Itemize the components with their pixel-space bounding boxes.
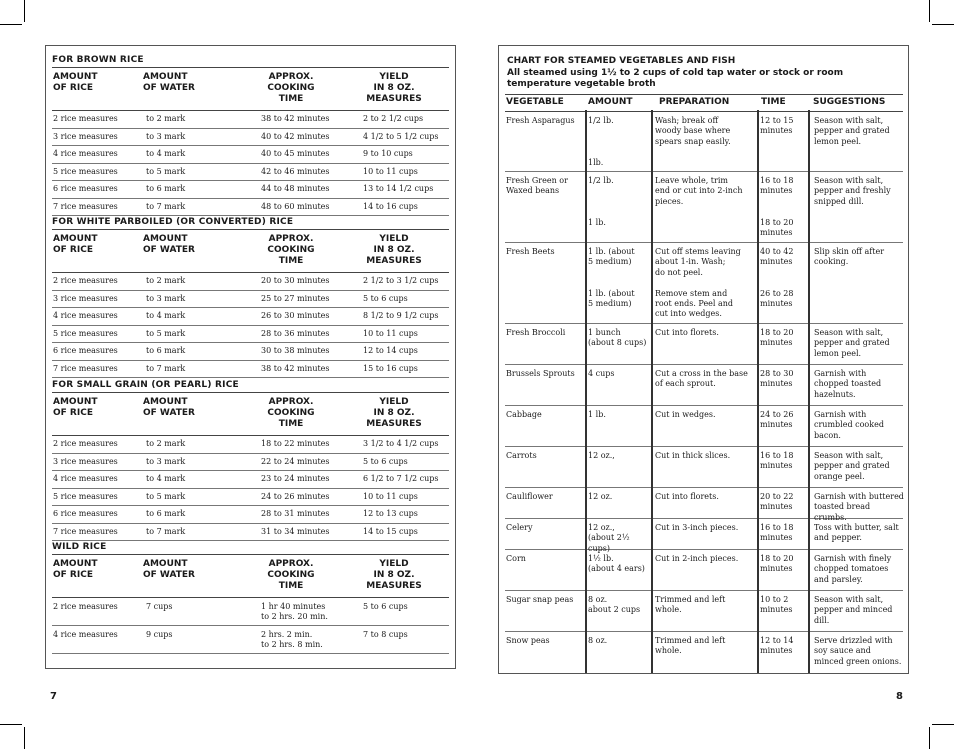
table-cell: 7 rice measures: [53, 363, 118, 373]
table-row: [52, 111, 449, 129]
section-title: FOR BROWN RICE: [52, 55, 144, 65]
table-cell: to 4 mark: [146, 149, 186, 158]
table-cell: 31 to 34 minutes: [261, 526, 330, 536]
section-title: FOR SMALL GRAIN (OR PEARL) RICE: [52, 380, 239, 390]
table-row: [52, 273, 449, 291]
table-cell: Toss with butter, salt and pepper.: [814, 523, 899, 543]
table-cell: 18 to 20 minutes: [760, 554, 794, 574]
table-cell: 38 to 42 minutes: [261, 363, 330, 373]
table-cell: 25 to 27 minutes: [261, 293, 330, 303]
table-cell: Celery: [506, 523, 533, 532]
column-header: APPROX. COOKING TIME: [267, 72, 315, 104]
column-header: AMOUNT: [588, 97, 633, 107]
table-cell: Snow peas: [506, 636, 550, 645]
table-cell: to 3 mark: [146, 131, 186, 141]
table-cell: 26 to 30 minutes: [261, 311, 330, 320]
table-cell: to 6 mark: [146, 184, 186, 193]
table-cell: Cauliflower: [506, 492, 553, 501]
table-cell: 23 to 24 minutes: [261, 474, 330, 483]
table-cell: Season with salt, pepper and freshly snipped dill.: [814, 176, 891, 206]
table-row: [52, 598, 449, 626]
table-cell: Garnish with crumbled cooked bacon.: [814, 410, 884, 440]
table-cell: 14 to 15 cups: [363, 526, 418, 536]
table-cell: 5 rice measures: [53, 491, 118, 501]
table-row: [505, 324, 903, 365]
table-cell: 1 bunch (about 8 cups): [588, 328, 647, 348]
table-cell: 9 cups: [146, 630, 173, 639]
table-cell: to 6 mark: [146, 346, 186, 355]
table-cell: to 5 mark: [146, 328, 186, 338]
table-cell: 14 to 16 cups: [363, 201, 418, 211]
table-cell: Wash; break off woody base where spears snap easily.: [655, 116, 731, 146]
table-cell: 2 to 2 1/2 cups: [363, 114, 424, 123]
table-cell: 4 cups: [588, 369, 615, 378]
section-title: WILD RICE: [52, 542, 107, 552]
table-row: [52, 343, 449, 361]
table-cell: 12 oz., (about 2½ cups): [588, 523, 630, 553]
table-cell: 48 to 60 minutes: [261, 201, 330, 211]
table-cell: 22 to 24 minutes: [261, 456, 330, 466]
table-cell: Serve drizzled with soy sauce and minced green onions.: [814, 636, 902, 666]
column-header: AMOUNT OF RICE: [53, 397, 98, 418]
column-header: YIELD IN 8 OZ. MEASURES: [366, 234, 422, 266]
rice-section: [52, 216, 449, 378]
table-cell: to 6 mark: [146, 509, 186, 518]
column-divider: [808, 110, 810, 673]
table-cell: to 3 mark: [146, 293, 186, 303]
column-header: AMOUNT OF WATER: [143, 397, 195, 418]
table-cell: Sugar snap peas: [506, 595, 574, 604]
rice-section: [52, 379, 449, 541]
table-cell: 6 rice measures: [53, 346, 118, 355]
table-cell: Brussels Sprouts: [506, 369, 575, 378]
table-cell: 16 to 18 minutes 18 to 20 minutes: [760, 176, 794, 238]
table-cell: 12 to 14 cups: [363, 346, 418, 355]
table-cell: Cut in 2-inch pieces.: [655, 554, 739, 563]
table-cell: 8 1/2 to 9 1/2 cups: [363, 311, 439, 320]
table-cell: 2 rice measures: [53, 439, 118, 448]
column-header: PREPARATION: [659, 97, 730, 107]
table-cell: 16 to 18 minutes: [760, 451, 794, 471]
table-row: [505, 112, 903, 172]
table-cell: 1/2 lb. 1 lb.: [588, 176, 614, 227]
table-cell: to 5 mark: [146, 491, 186, 501]
table-header: [52, 229, 449, 273]
table-row: [52, 129, 449, 147]
table-cell: 2 hrs. 2 min. to 2 hrs. 8 min.: [261, 630, 323, 649]
table-cell: Season with salt, pepper and grated lemon peel.: [814, 328, 890, 358]
table-cell: Slip skin off after cooking.: [814, 247, 885, 267]
column-header: APPROX. COOKING TIME: [267, 397, 315, 429]
page-number-left: 7: [50, 691, 57, 702]
column-header: SUGGESTIONS: [813, 97, 886, 107]
chart-title: [507, 56, 902, 91]
table-cell: Fresh Green or Waxed beans: [506, 176, 568, 196]
column-header: APPROX. COOKING TIME: [267, 559, 315, 591]
table-cell: Fresh Asparagus: [506, 116, 575, 125]
table-cell: 4 rice measures: [53, 630, 118, 639]
table-cell: 40 to 45 minutes: [261, 149, 330, 158]
rice-chart-page: [45, 45, 456, 669]
column-header: VEGETABLE: [506, 97, 564, 107]
table-cell: 9 to 10 cups: [363, 149, 413, 158]
column-header: AMOUNT OF WATER: [143, 72, 195, 93]
table-cell: 18 to 20 minutes: [760, 328, 794, 348]
vegetable-chart-page: [498, 45, 909, 674]
table-cell: 3 rice measures: [53, 131, 118, 141]
table-cell: 6 rice measures: [53, 509, 118, 518]
table-cell: to 2 mark: [146, 114, 186, 123]
table-cell: to 4 mark: [146, 311, 186, 320]
column-header: YIELD IN 8 OZ. MEASURES: [366, 72, 422, 104]
table-cell: to 7 mark: [146, 526, 186, 536]
crop-mark: [24, 727, 25, 749]
table-cell: 20 to 22 minutes: [760, 492, 794, 512]
table-cell: Garnish with finely chopped tomatoes and parsley.: [814, 554, 892, 584]
table-cell: 5 to 6 cups: [363, 456, 408, 466]
table-cell: 1/2 lb. 1lb.: [588, 116, 614, 167]
page-number-right: 8: [896, 691, 903, 702]
table-cell: 6 1/2 to 7 1/2 cups: [363, 474, 439, 483]
table-cell: 7 to 8 cups: [363, 630, 408, 639]
column-header: APPROX. COOKING TIME: [267, 234, 315, 266]
table-row: [52, 626, 449, 654]
table-row: [52, 326, 449, 344]
table-cell: Season with salt, pepper and grated lemon peel.: [814, 116, 890, 146]
table-header: [52, 392, 449, 436]
table-row: [505, 406, 903, 447]
table-cell: Cut into florets.: [655, 328, 719, 337]
table-cell: 12 oz.,: [588, 451, 615, 460]
crop-mark: [932, 24, 954, 25]
table-row: [52, 181, 449, 199]
table-cell: Cabbage: [506, 410, 542, 419]
column-header: TIME: [761, 97, 786, 107]
table-cell: 12 to 14 minutes: [760, 636, 794, 656]
table-cell: 8 oz.: [588, 636, 608, 645]
table-row: [52, 436, 449, 454]
table-cell: 4 1/2 to 5 1/2 cups: [363, 131, 439, 141]
table-cell: 1½ lb. (about 4 ears): [588, 554, 645, 574]
table-cell: to 7 mark: [146, 363, 186, 373]
table-cell: 8 oz. about 2 cups: [588, 595, 641, 615]
table-cell: 5 rice measures: [53, 166, 118, 176]
table-cell: 5 to 6 cups: [363, 293, 408, 303]
column-header: AMOUNT OF RICE: [53, 559, 98, 580]
column-divider: [585, 110, 587, 673]
crop-mark: [24, 0, 25, 22]
table-row: [52, 361, 449, 379]
table-cell: 16 to 18 minutes: [760, 523, 794, 543]
table-cell: 30 to 38 minutes: [261, 346, 330, 355]
table-cell: 12 to 15 minutes: [760, 116, 794, 136]
table-cell: Trimmed and left whole.: [655, 595, 726, 615]
table-cell: 4 rice measures: [53, 474, 118, 483]
table-cell: 20 to 30 minutes: [261, 276, 330, 285]
table-row: [52, 471, 449, 489]
table-cell: 13 to 14 1/2 cups: [363, 184, 434, 193]
section-title: FOR WHITE PARBOILED (OR CONVERTED) RICE: [52, 217, 294, 227]
table-cell: 3 1/2 to 4 1/2 cups: [363, 439, 439, 448]
rice-section: [52, 541, 449, 654]
table-row: [505, 447, 903, 488]
table-cell: 4 rice measures: [53, 311, 118, 320]
table-cell: Season with salt, pepper and grated orange peel.: [814, 451, 890, 481]
table-cell: Garnish with chopped toasted hazelnuts.: [814, 369, 882, 399]
column-header: AMOUNT OF RICE: [53, 234, 98, 255]
table-cell: 7 rice measures: [53, 201, 118, 211]
table-row: [505, 172, 903, 243]
column-divider: [651, 110, 653, 673]
table-cell: 40 to 42 minutes 26 to 28 minutes: [760, 247, 794, 309]
table-cell: 2 rice measures: [53, 276, 118, 285]
crop-mark: [929, 727, 930, 749]
table-row: [52, 489, 449, 507]
crop-mark: [0, 724, 22, 725]
chart-subtitle: All steamed using 1½ to 2 cups of cold tap water or stock or room temperature vegetable broth: [507, 67, 844, 89]
table-cell: 28 to 30 minutes: [760, 369, 794, 389]
table-cell: 42 to 46 minutes: [261, 166, 330, 176]
table-cell: 2 rice measures: [53, 114, 118, 123]
table-cell: to 5 mark: [146, 166, 186, 176]
crop-mark: [932, 724, 954, 725]
table-cell: Corn: [506, 554, 526, 563]
table-cell: 12 to 13 cups: [363, 509, 418, 518]
table-row: [52, 146, 449, 164]
table-cell: 5 rice measures: [53, 328, 118, 338]
table-cell: 40 to 42 minutes: [261, 131, 330, 141]
table-cell: 1 lb. (about 5 medium) 1 lb. (about 5 medium): [588, 247, 635, 309]
chart-title-text: CHART FOR STEAMED VEGETABLES AND FISH: [507, 56, 736, 66]
table-cell: 2 rice measures: [53, 602, 118, 611]
table-row: [52, 199, 449, 217]
table-cell: 12 oz.: [588, 492, 613, 501]
table-cell: to 2 mark: [146, 276, 186, 285]
table-row: [505, 243, 903, 324]
table-cell: to 3 mark: [146, 456, 186, 466]
table-cell: 6 rice measures: [53, 184, 118, 193]
table-cell: 28 to 36 minutes: [261, 328, 330, 338]
table-cell: Cut in wedges.: [655, 410, 716, 419]
table-cell: 38 to 42 minutes: [261, 114, 330, 123]
table-cell: Season with salt, pepper and minced dill.: [814, 595, 893, 625]
table-row: [52, 454, 449, 472]
table-row: [505, 591, 903, 632]
table-cell: 24 to 26 minutes: [261, 491, 330, 501]
table-cell: 3 rice measures: [53, 293, 118, 303]
table-cell: 18 to 22 minutes: [261, 439, 330, 448]
table-cell: Cut into florets.: [655, 492, 719, 501]
table-header: [505, 94, 903, 112]
table-cell: 1 lb.: [588, 410, 606, 419]
table-cell: 4 rice measures: [53, 149, 118, 158]
table-cell: Garnish with buttered toasted bread crumbs.: [814, 492, 904, 522]
table-cell: Cut off stems leaving about 1-in. Wash; do not peel. Remove stem and root ends. Peel and cut into wedges.: [655, 247, 741, 319]
table-cell: Fresh Broccoli: [506, 328, 566, 337]
table-row: [505, 550, 903, 591]
column-header: YIELD IN 8 OZ. MEASURES: [366, 397, 422, 429]
crop-mark: [929, 0, 930, 22]
column-header: AMOUNT OF WATER: [143, 559, 195, 580]
table-row: [505, 488, 904, 522]
table-cell: Leave whole, trim end or cut into 2-inch pieces.: [655, 176, 743, 206]
table-cell: Cut in 3-inch pieces.: [655, 523, 739, 532]
table-cell: 44 to 48 minutes: [261, 184, 330, 193]
table-cell: to 7 mark: [146, 201, 186, 211]
table-header: [52, 554, 449, 598]
table-cell: 3 rice measures: [53, 456, 118, 466]
crop-mark: [0, 24, 22, 25]
table-cell: Fresh Beets: [506, 247, 555, 256]
column-header: AMOUNT OF RICE: [53, 72, 98, 93]
table-cell: to 2 mark: [146, 439, 186, 448]
table-cell: Trimmed and left whole.: [655, 636, 726, 656]
table-cell: 15 to 16 cups: [363, 363, 418, 373]
column-header: YIELD IN 8 OZ. MEASURES: [366, 559, 422, 591]
table-row: [505, 519, 903, 553]
table-cell: Carrots: [506, 451, 537, 460]
table-cell: 24 to 26 minutes: [760, 410, 794, 430]
table-cell: 10 to 11 cups: [363, 491, 418, 501]
table-cell: 2 1/2 to 3 1/2 cups: [363, 276, 439, 285]
table-row: [52, 164, 449, 182]
vegetable-table: [505, 94, 903, 684]
table-row: [52, 291, 449, 309]
table-row: [505, 632, 903, 684]
table-cell: 7 rice measures: [53, 526, 118, 536]
table-row: [52, 506, 449, 524]
rice-section: [52, 54, 449, 216]
table-row: [52, 308, 449, 326]
table-cell: 5 to 6 cups: [363, 602, 408, 611]
table-cell: Cut a cross in the base of each sprout.: [655, 369, 748, 389]
table-cell: 10 to 11 cups: [363, 166, 418, 176]
table-cell: 10 to 2 minutes: [760, 595, 793, 615]
column-divider: [757, 110, 759, 673]
table-cell: to 4 mark: [146, 474, 186, 483]
table-header: [52, 67, 449, 111]
column-header: AMOUNT OF WATER: [143, 234, 195, 255]
table-cell: 10 to 11 cups: [363, 328, 418, 338]
table-cell: Cut in thick slices.: [655, 451, 731, 460]
table-cell: 28 to 31 minutes: [261, 509, 330, 518]
table-cell: 7 cups: [146, 602, 173, 611]
table-row: [52, 524, 449, 542]
table-cell: 1 hr 40 minutes to 2 hrs. 20 min.: [261, 602, 328, 621]
table-row: [505, 365, 903, 406]
